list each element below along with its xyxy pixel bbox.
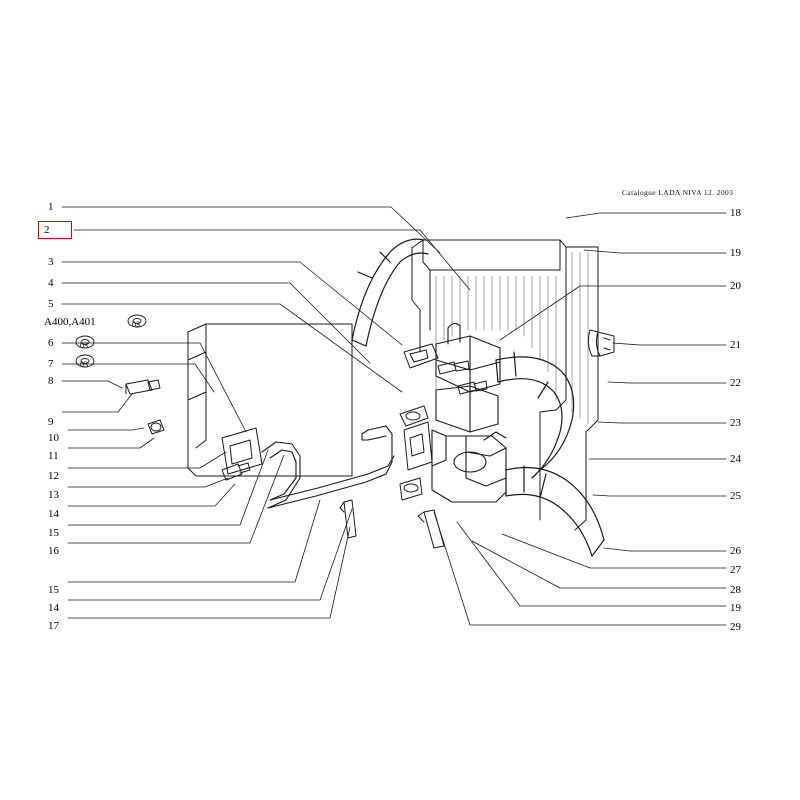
part-number-label-7: 7 <box>48 358 54 370</box>
part-number-label-21: 21 <box>730 339 741 351</box>
upper-hose <box>352 239 428 346</box>
part-number-label-26: 26 <box>730 545 741 557</box>
part-number-label-10: 10 <box>48 432 59 444</box>
gaskets <box>222 344 438 500</box>
hose-clamp <box>588 330 614 356</box>
part-number-label-3: 3 <box>48 256 54 268</box>
part-number-label-24: 24 <box>730 453 741 465</box>
part-number-label-4: 4 <box>48 277 54 289</box>
outlet-pipe-block <box>436 386 498 432</box>
part-number-label-A400: A400,A401 <box>44 316 96 328</box>
part-number-label-20: 20 <box>730 280 741 292</box>
washer-marker-m1: 03 <box>132 320 140 329</box>
engine-block-hatching <box>436 252 588 424</box>
part-number-label-14b: 14 <box>48 602 59 614</box>
part-number-label-19: 19 <box>730 247 741 259</box>
part-number-label-22: 22 <box>730 377 741 389</box>
part-number-label-8: 8 <box>48 375 54 387</box>
part-number-label-12: 12 <box>48 470 59 482</box>
thermostat-housing <box>432 430 506 502</box>
part-number-label-9: 9 <box>48 416 54 428</box>
part-number-label-17: 17 <box>48 620 59 632</box>
part-number-label-25: 25 <box>730 490 741 502</box>
part-number-label-28: 28 <box>730 584 741 596</box>
part-number-label-1: 1 <box>48 201 54 213</box>
washer-marker-m3: 03 <box>80 360 88 369</box>
washer-marker-m2: 03 <box>80 341 88 350</box>
part-number-label-23: 23 <box>730 417 741 429</box>
part-number-label-14: 14 <box>48 508 59 520</box>
radiator <box>188 324 352 476</box>
part-number-label-13: 13 <box>48 489 59 501</box>
part-number-label-15: 15 <box>48 527 59 539</box>
part-number-label-6: 6 <box>48 337 54 349</box>
catalogue-caption: Catalogue LADA NIVA 12. 2003 <box>622 188 734 197</box>
part-number-label-15b: 15 <box>48 584 59 596</box>
part-number-label-2: 2 <box>44 224 50 236</box>
lower-pipe <box>262 426 394 508</box>
part-number-label-16: 16 <box>48 545 59 557</box>
part-number-label-11: 11 <box>48 450 59 462</box>
part-number-label-19b: 19 <box>730 602 741 614</box>
part-number-label-27: 27 <box>730 564 741 576</box>
water-pump <box>436 323 500 392</box>
part-number-label-29: 29 <box>730 621 741 633</box>
part-number-label-18: 18 <box>730 207 741 219</box>
part-number-label-5: 5 <box>48 298 54 310</box>
